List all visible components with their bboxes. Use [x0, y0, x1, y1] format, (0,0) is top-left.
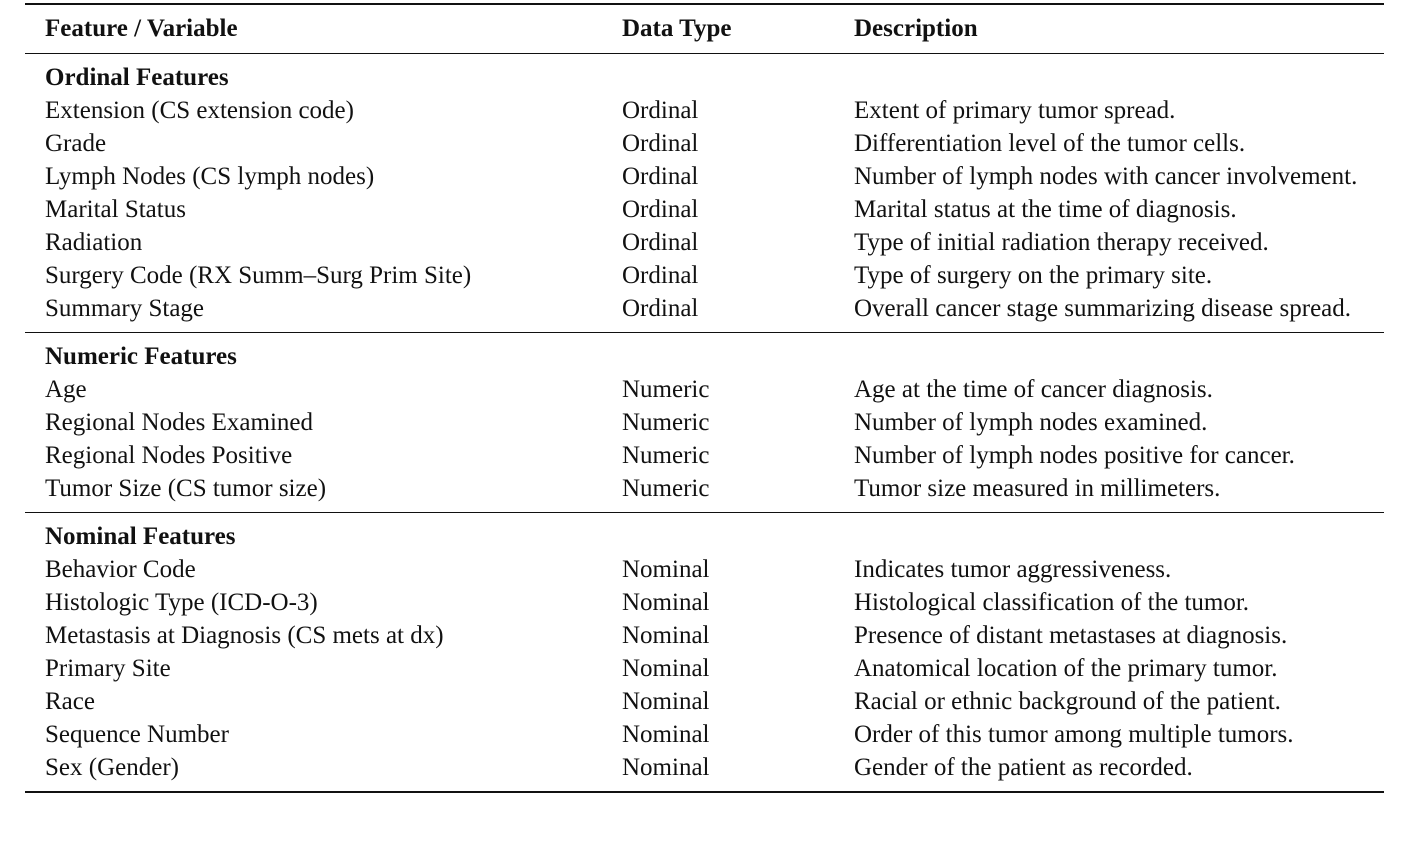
feature-name-cell: Primary Site [45, 655, 171, 682]
feature-name-cell: Sex (Gender) [25, 752, 622, 793]
table-row [25, 554, 1384, 587]
description-cell: Anatomical location of the primary tumor. [854, 655, 1278, 682]
table-row [25, 653, 1384, 686]
feature-table [25, 3, 1384, 793]
feature-name-cell: Age [45, 376, 87, 403]
section-header-row [25, 333, 1384, 374]
description-cell: Overall cancer stage summarizing disease spread. [854, 295, 1352, 322]
data-type-cell: Numeric [622, 409, 710, 436]
feature-name-cell: Lymph Nodes (CS lymph nodes) [45, 163, 375, 190]
feature-name-cell: Marital Status [45, 196, 186, 223]
header-data-type: Data Type [622, 4, 854, 54]
table-row [25, 407, 1384, 440]
feature-name-cell: Sequence Number [45, 721, 229, 748]
description-cell: Indicates tumor aggressiveness. [854, 556, 1172, 583]
feature-name-cell: Radiation [45, 229, 143, 256]
feature-table-container [25, 3, 1384, 793]
data-type-cell: Ordinal [622, 262, 699, 289]
section-title: Ordinal Features [45, 64, 229, 91]
table-row [25, 620, 1384, 653]
data-type-cell: Ordinal [622, 295, 699, 322]
data-type-cell: Numeric [622, 442, 710, 469]
feature-name-cell: Behavior Code [45, 556, 196, 583]
description-cell: Age at the time of cancer diagnosis. [854, 376, 1213, 403]
description-cell: Type of initial radiation therapy received. [854, 229, 1269, 256]
table-row [25, 440, 1384, 473]
data-type-cell: Numeric [622, 376, 710, 403]
feature-name-cell: Metastasis at Diagnosis (CS mets at dx) [45, 622, 444, 649]
table-row [25, 194, 1384, 227]
table-row [25, 719, 1384, 752]
feature-name-cell: Summary Stage [45, 295, 205, 322]
table-row [25, 260, 1384, 293]
data-type-cell: Nominal [622, 721, 710, 748]
table-row [25, 128, 1384, 161]
data-type-cell: Nominal [622, 589, 710, 616]
data-type-cell: Nominal [622, 556, 710, 583]
header-description: Description [854, 4, 1384, 54]
section-title: Nominal Features [25, 513, 1384, 554]
table-row [25, 293, 1384, 333]
description-cell: Extent of primary tumor spread. [854, 97, 1176, 124]
table-header [25, 4, 1384, 54]
section-header-row [25, 513, 1384, 554]
description-cell: Number of lymph nodes with cancer involvement. [854, 163, 1358, 190]
table-body [25, 54, 1384, 793]
feature-name-cell: Extension (CS extension code) [45, 97, 354, 124]
data-type-cell: Ordinal [622, 196, 699, 223]
feature-name-cell: Grade [45, 130, 107, 157]
feature-name-cell: Surgery Code (RX Summ–Surg Prim Site) [45, 262, 472, 289]
data-type-cell: Ordinal [622, 163, 699, 190]
table-row [25, 686, 1384, 719]
section-title: Numeric Features [25, 333, 1384, 374]
table-row [25, 161, 1384, 194]
data-type-cell: Nominal [622, 622, 710, 649]
description-cell: Gender of the patient as recorded. [854, 752, 1384, 793]
table-row [25, 374, 1384, 407]
table-row [25, 227, 1384, 260]
data-type-cell: Nominal [622, 655, 710, 682]
table-row [25, 95, 1384, 128]
data-type-cell: Nominal [622, 752, 854, 793]
feature-name-cell: Race [45, 688, 95, 715]
table-row [25, 752, 1384, 793]
section-header-row [25, 54, 1384, 95]
header-row [25, 4, 1384, 54]
table-row [25, 473, 1384, 513]
data-type-cell: Ordinal [622, 97, 699, 124]
feature-name-cell: Tumor Size (CS tumor size) [45, 475, 327, 502]
description-cell: Order of this tumor among multiple tumors. [854, 721, 1294, 748]
data-type-cell: Ordinal [622, 229, 699, 256]
description-cell: Racial or ethnic background of the patient. [854, 688, 1281, 715]
data-type-cell: Numeric [622, 475, 710, 502]
description-cell: Tumor size measured in millimeters. [854, 475, 1221, 502]
feature-name-cell: Regional Nodes Examined [45, 409, 313, 436]
description-cell: Marital status at the time of diagnosis. [854, 196, 1237, 223]
description-cell: Number of lymph nodes positive for cancer. [854, 442, 1295, 469]
data-type-cell: Ordinal [622, 130, 699, 157]
feature-name-cell: Regional Nodes Positive [45, 442, 293, 469]
data-type-cell: Nominal [622, 688, 710, 715]
description-cell: Histological classification of the tumor. [854, 589, 1250, 616]
description-cell: Differentiation level of the tumor cells. [854, 130, 1246, 157]
description-cell: Presence of distant metastases at diagnosis. [854, 622, 1288, 649]
feature-name-cell: Histologic Type (ICD-O-3) [45, 589, 318, 616]
table-row [25, 587, 1384, 620]
header-feature: Feature / Variable [25, 4, 622, 54]
description-cell: Type of surgery on the primary site. [854, 262, 1213, 289]
description-cell: Number of lymph nodes examined. [854, 409, 1208, 436]
